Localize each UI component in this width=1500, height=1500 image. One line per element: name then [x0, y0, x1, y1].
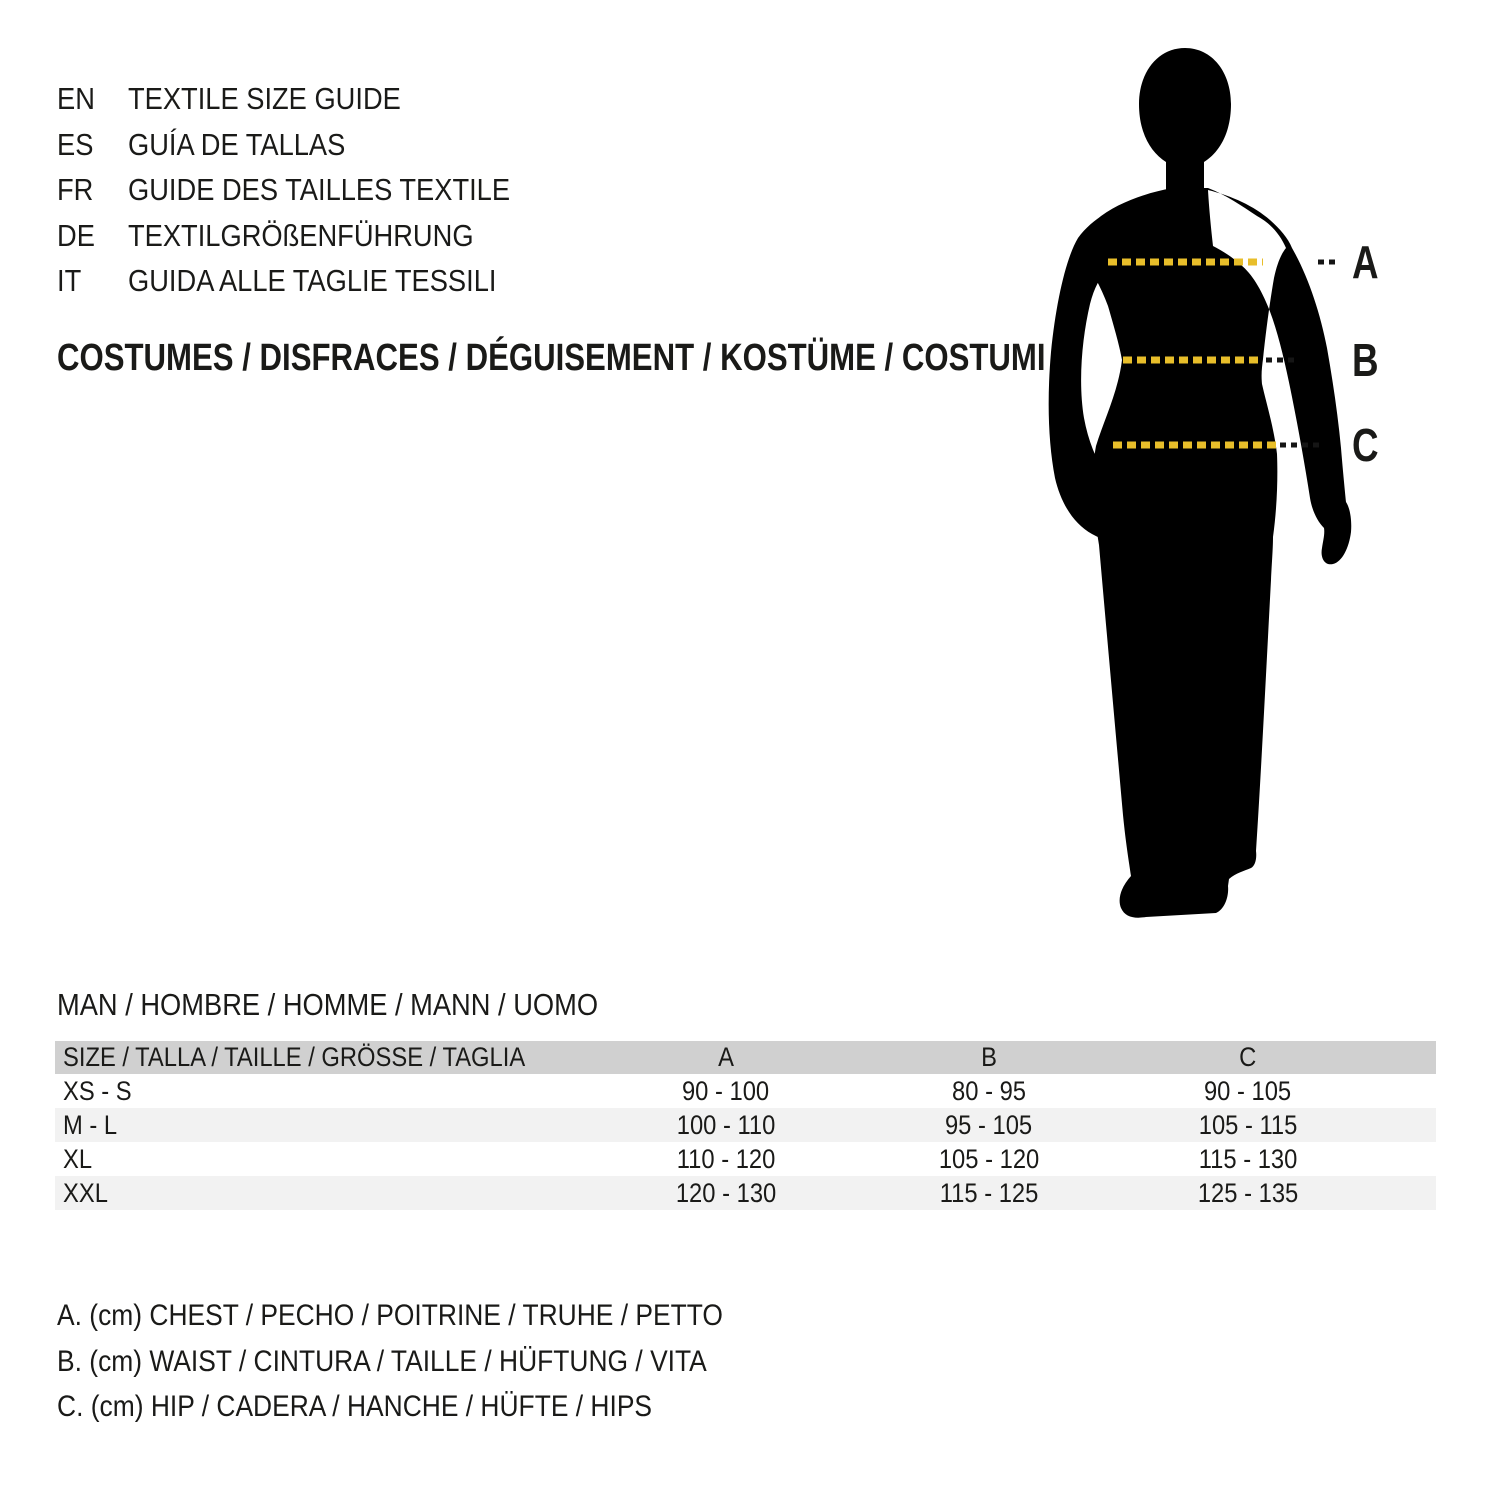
language-code: ES: [57, 126, 94, 162]
gender-heading: MAN / HOMBRE / HOMME / MANN / UOMO: [57, 987, 599, 1022]
size-cell: XS - S: [63, 1075, 132, 1106]
chest-range-cell: 110 - 120: [676, 1143, 776, 1174]
legend-waist: B. (cm) WAIST / CINTURA / TAILLE / HÜFTUNG / VITA: [57, 1344, 707, 1378]
guide-title: TEXTILGRÖßENFÜHRUNG: [128, 217, 474, 253]
language-code: DE: [57, 217, 95, 253]
language-code: IT: [57, 263, 82, 298]
language-row: [57, 213, 562, 259]
language-row: [57, 167, 562, 213]
size-table-header-row: [55, 1041, 1436, 1074]
size-cell: XXL: [63, 1177, 108, 1208]
man-silhouette-figure: [1040, 40, 1360, 940]
guide-title: GUIDE DES TAILLES TEXTILE: [128, 172, 511, 207]
chest-range-cell: 90 - 100: [682, 1075, 770, 1106]
waist-range-cell: 95 - 105: [945, 1109, 1033, 1140]
hip-range-cell: 105 - 115: [1198, 1109, 1298, 1140]
legend-hip: C. (cm) HIP / CADERA / HANCHE / HÜFTE / HIPS: [57, 1390, 653, 1423]
measurement-label-hip: C: [1352, 419, 1379, 471]
waist-range-cell: 105 - 120: [938, 1143, 1040, 1174]
hip-range-cell: 90 - 105: [1204, 1075, 1292, 1106]
column-header-a: A: [718, 1042, 734, 1072]
waist-range-cell: 80 - 95: [952, 1075, 1026, 1106]
hip-range-cell: 115 - 130: [1198, 1143, 1298, 1174]
waist-range-cell: 115 - 125: [939, 1177, 1039, 1208]
chest-range-cell: 120 - 130: [675, 1177, 777, 1208]
language-row: [57, 122, 562, 168]
man-silhouette: [1049, 48, 1352, 918]
language-row: [57, 76, 562, 122]
size-column-header: SIZE / TALLA / TAILLE / GRÖSSE / TAGLIA: [63, 1042, 526, 1072]
measurement-legend: [57, 1293, 814, 1430]
chest-range-cell: 100 - 110: [676, 1109, 776, 1140]
column-header-c: C: [1239, 1042, 1257, 1072]
guide-title: GUIDA ALLE TAGLIE TESSILI: [128, 263, 497, 298]
legend-chest: A. (cm) CHEST / PECHO / POITRINE / TRUHE / PETTO: [57, 1299, 723, 1332]
language-code: FR: [57, 172, 94, 207]
language-code: EN: [57, 81, 95, 116]
table-row: [55, 1142, 1436, 1176]
category-heading: COSTUMES / DISFRACES / DÉGUISEMENT / KOSTÜME / COSTUMI: [57, 337, 1046, 379]
measurement-label-waist: B: [1352, 334, 1379, 386]
size-cell: M - L: [63, 1109, 118, 1140]
language-title-list: [57, 76, 562, 304]
table-row: [55, 1074, 1436, 1108]
language-row: [57, 258, 562, 304]
size-cell: XL: [63, 1143, 93, 1174]
hip-range-cell: 125 - 135: [1197, 1177, 1299, 1208]
guide-title: TEXTILE SIZE GUIDE: [128, 81, 401, 116]
size-table: [55, 1041, 1436, 1210]
table-row: [55, 1108, 1436, 1142]
table-row: [55, 1176, 1436, 1210]
measurement-label-chest: A: [1352, 236, 1379, 288]
guide-title: GUÍA DE TALLAS: [128, 126, 346, 162]
column-header-b: B: [981, 1042, 997, 1072]
